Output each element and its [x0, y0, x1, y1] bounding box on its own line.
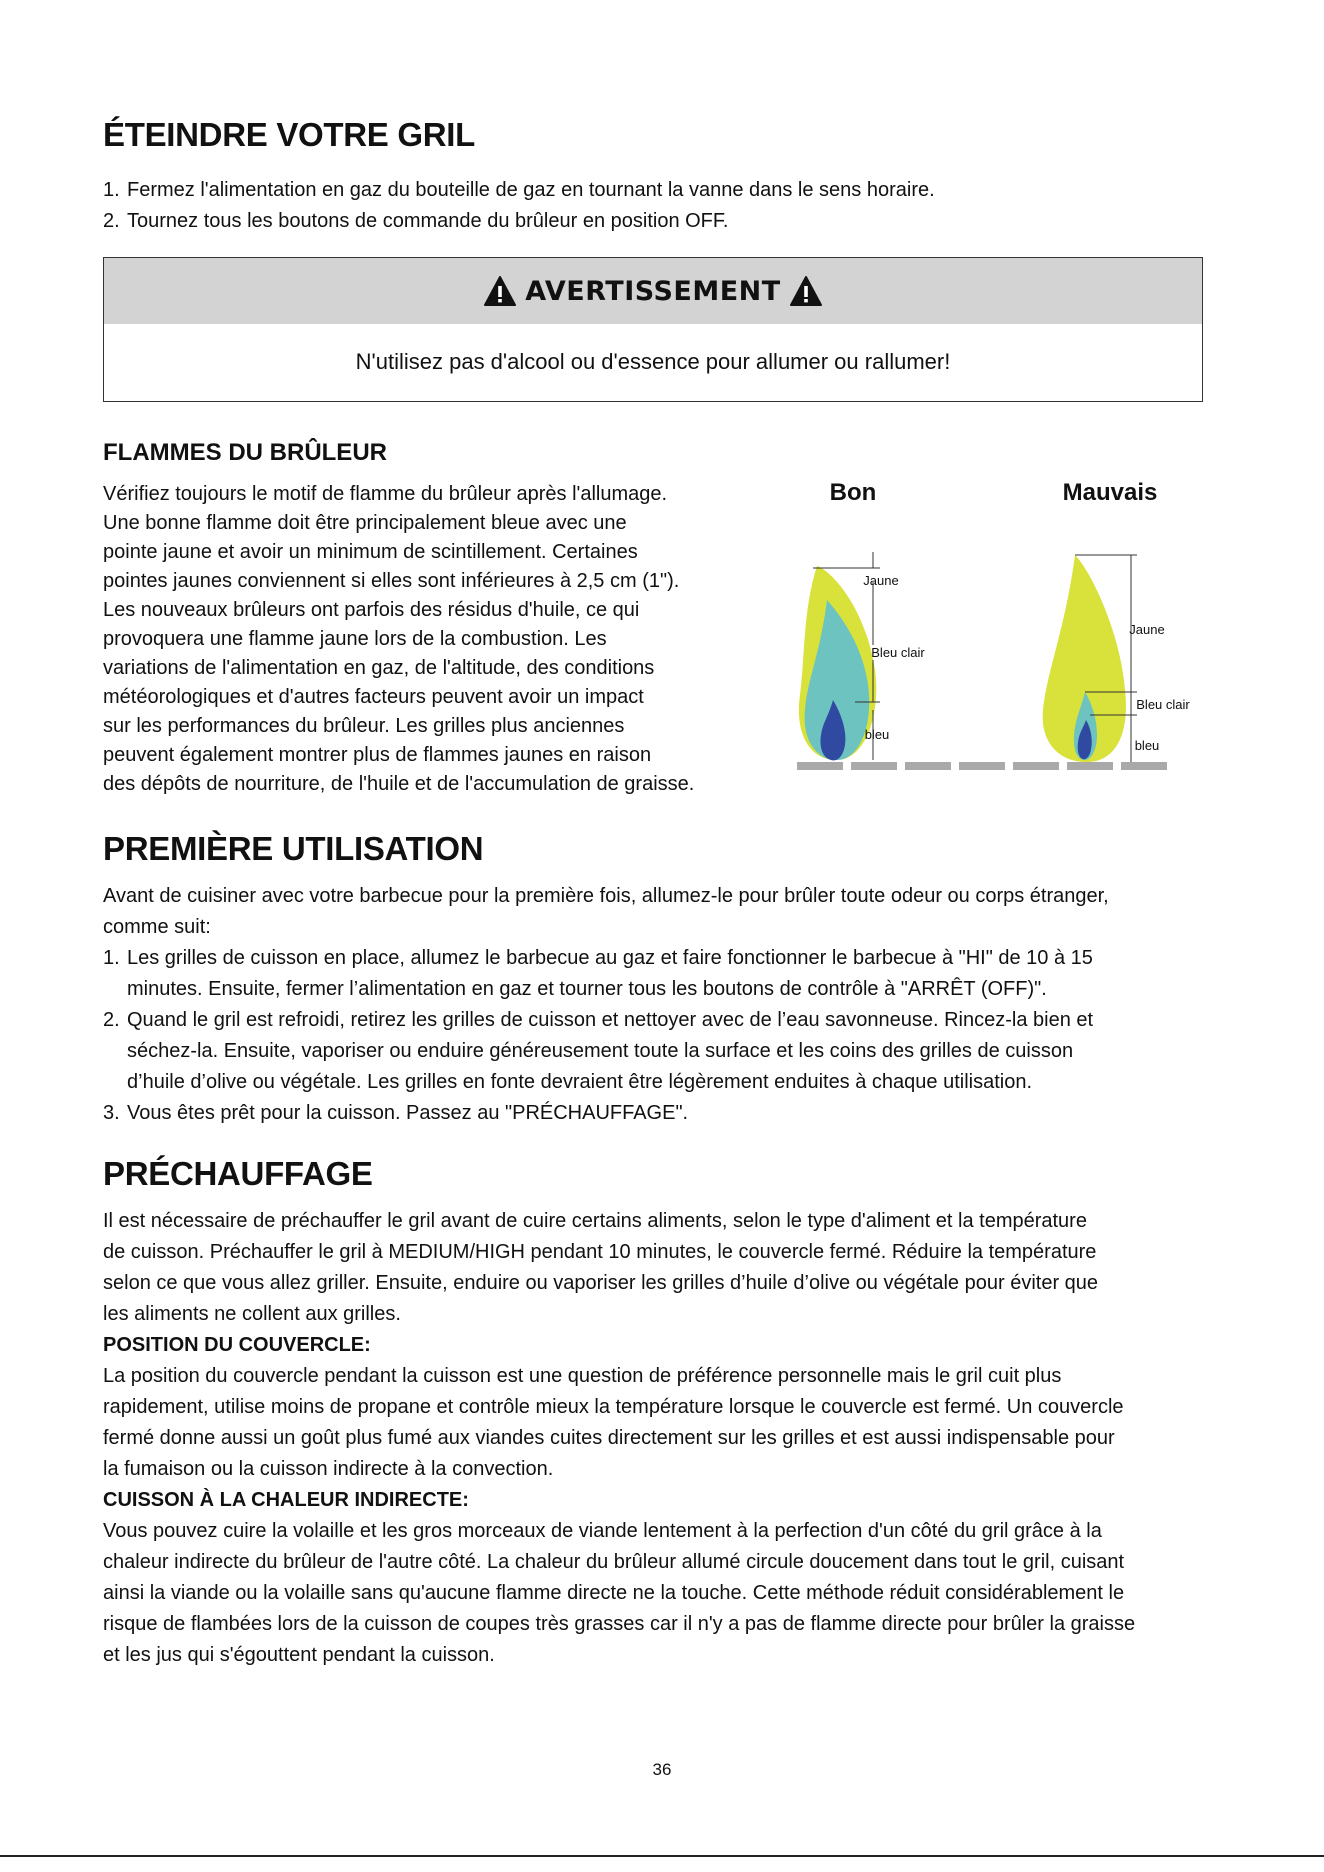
- indirect-heat-title: CUISSON À LA CHALEUR INDIRECTE:: [103, 1489, 469, 1511]
- good-flame-label: Bon: [829, 479, 877, 506]
- warning-box: [103, 257, 1203, 402]
- flames-title: FLAMMES DU BRÛLEUR: [103, 439, 387, 466]
- preheat-title: PRÉCHAUFFAGE: [103, 1155, 373, 1192]
- svg-text:Jaune: Jaune: [1129, 622, 1165, 637]
- list-item: 3. Vous êtes prêt pour la cuisson. Passez au "PRÉCHAUFFAGE".: [103, 1102, 689, 1124]
- svg-text:Jaune: Jaune: [863, 573, 899, 588]
- svg-text:Bleu clair: Bleu clair: [871, 645, 925, 660]
- warning-header: [104, 258, 1202, 324]
- flame-pattern-figure: [785, 470, 1265, 780]
- list-item: 1. Les grilles de cuisson en place, allumez le barbecue au gaz et faire fonctionner le barbecue à "HI" de 10 à 15 minutes. Ensuite, fermer l’alimentation en gaz et tourner tous les boutons de contrôle à "ARRÊT (OFF)".: [103, 947, 1093, 1000]
- turn-off-steps: [103, 175, 1238, 237]
- list-item: 2. Quand le gril est refroidi, retirez les grilles de cuisson et nettoyer avec de l’eau savonneuse. Rincez-la bien et séchez-la. Ensuite, vaporiser ou enduire généreusement toute la surface et les coins des grilles de cuisson d’huile d’olive ou végétale. Les grilles en fonte devraient être légèrement enduites à chaque utilisation.: [103, 1009, 1094, 1093]
- list-item: 2. Tournez tous les boutons de commande du brûleur en position OFF.: [103, 210, 729, 232]
- bottom-divider: [0, 1855, 1324, 1857]
- preheat-text: Il est nécessaire de préchauffer le gril avant de cuire certains aliments, selon le type d'aliment et la température de cuisson. Préchauffer le gril à MEDIUM/HIGH pendant 10 minutes, le couvercle fermé. Réduire la température selon ce que vous allez griller. Ensuite, enduire ou vaporiser les grilles d’huile d’olive ou végétale pour éviter que les aliments ne collent aux grilles. POSITION DU COUVERCLE: La position du couvercle pendant la cuisson est une question de préférence personnelle mais le gril cuit plus rapidement, utilise moins de propane et contrôle mieux la température lorsque le couvercle est fermé. Un couvercle fermé donne aussi un goût plus fumé aux viandes cuites directement sur les grilles et est aussi indispensable pour la fumaison ou la cuisson indirecte à la convection. CUISSON À LA CHALEUR INDIRECTE: Vous pouvez cuire la volaille et les gros morceaux de viande lentement à la perfection d'un côté du gril grâce à la chaleur indirecte du brûleur de l'autre côté. La chaleur du brûleur allumé circule doucement dans tout le gril, cuisant ainsi la viande ou la volaille sans qu'aucune flamme directe ne la touche. Cette méthode réduit considérablement le risque de flambées lors de la cuisson de coupes très grasses car il n'y a pas de flamme directe pour brûler la graisse et les jus qui s'égouttent pendant la cuisson.: [103, 1206, 1238, 1671]
- burner-grate: [797, 762, 1167, 770]
- svg-text:Bleu clair: Bleu clair: [1136, 697, 1190, 712]
- warning-triangle-icon: [483, 275, 517, 307]
- list-item: 1. Fermez l'alimentation en gaz du bouteille de gaz en tournant la vanne dans le sens horaire.: [103, 179, 935, 201]
- first-use-steps: [103, 943, 1238, 1129]
- flames-text: Vérifiez toujours le motif de flamme du brûleur après l'allumage. Une bonne flamme doit être principalement bleue avec une pointe jaune et avoir un minimum de scintillement. Certaines pointes jaunes conviennent si elles sont inférieures à 2,5 cm (1"). Les nouveaux brûleurs ont parfois des résidus d'huile, ce qui provoquera une flamme jaune lors de la combustion. Les variations de l'alimentation en gaz, de l'altitude, des conditions météorologiques et d'autres facteurs peuvent avoir un impact sur les performances du brûleur. Les grilles plus anciennes peuvent également montrer plus de flammes jaunes en raison des dépôts de nourriture, de l'huile et de l'accumulation de graisse.: [103, 483, 695, 795]
- warning-title: AVERTISSEMENT: [525, 275, 781, 307]
- first-use-title: PREMIÈRE UTILISATION: [103, 830, 484, 867]
- lid-position-title: POSITION DU COUVERCLE:: [103, 1334, 371, 1356]
- svg-text:bleu: bleu: [1134, 738, 1160, 753]
- bad-flame-label: Mauvais: [1062, 479, 1158, 506]
- first-use-intro: Avant de cuisiner avec votre barbecue pour la première fois, allumez-le pour brûler toute odeur ou corps étranger, comme suit:: [103, 885, 1109, 938]
- turn-off-title: ÉTEINDRE VOTRE GRIL: [103, 116, 475, 153]
- svg-text:bleu: bleu: [864, 727, 890, 742]
- warning-triangle-icon: [789, 275, 823, 307]
- warning-text: N'utilisez pas d'alcool ou d'essence pour allumer ou rallumer!: [355, 349, 951, 374]
- bad-flame-icon: [1043, 555, 1126, 762]
- page-number: 36: [652, 1760, 672, 1779]
